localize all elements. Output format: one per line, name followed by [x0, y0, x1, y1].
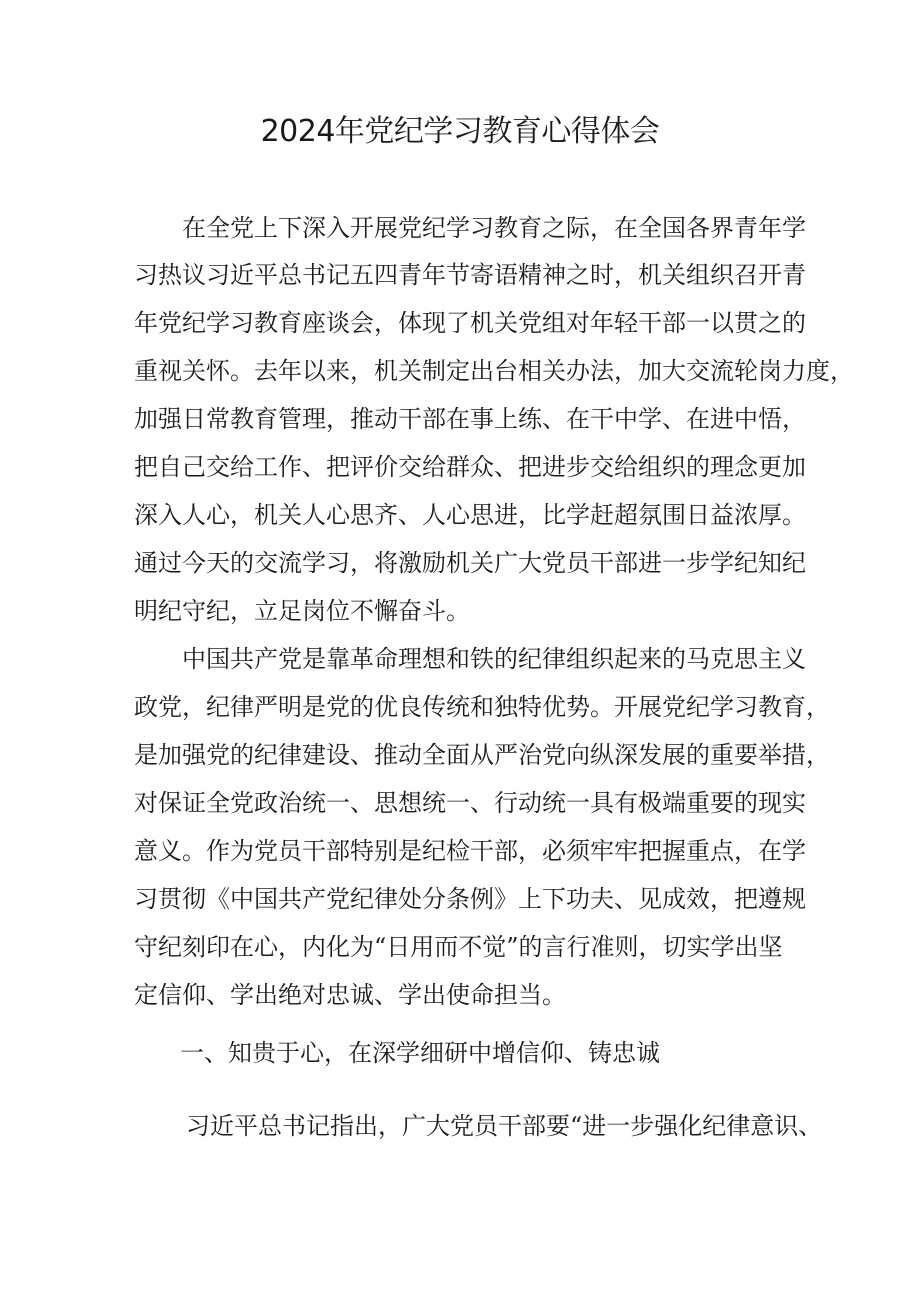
paragraph-2-line: 对保证全党政治统一、思想统一、行动统一具有极端重要的现实	[134, 789, 806, 817]
paragraph-1-line: 重视关怀。去年以来，机关制定出台相关办法，加大交流轮岗力度，	[134, 357, 854, 385]
paragraph-2-line: 政党，纪律严明是党的优良传统和独特优势。开展党纪学习教育，	[134, 693, 830, 721]
paragraph-2-line: 中国共产党是靠革命理想和铁的纪律组织起来的马克思主义	[182, 645, 806, 673]
paragraph-2-line: 习贯彻《中国共产党纪律处分条例》上下功夫、见成效，把遵规	[134, 885, 806, 913]
paragraph-3-line: 习近平总书记指出，广大党员干部要“进一步强化纪律意识、	[186, 1112, 823, 1140]
paragraph-1-line: 深入人心，机关人心思齐、人心思进，比学赶超氛围日益浓厚。	[134, 501, 806, 529]
paragraph-1-line: 把自己交给工作、把评价交给群众、把进步交给组织的理念更加	[134, 453, 806, 481]
paragraph-1-line: 加强日常教育管理，推动干部在事上练、在干中学、在进中悟，	[134, 405, 806, 433]
paragraph-2-line: 定信仰、学出绝对忠诚、学出使命担当。	[134, 981, 566, 1009]
section-heading: 一、知贵于心，在深学细研中增信仰、铸忠诚	[180, 1039, 660, 1067]
paragraph-1-line: 在全党上下深入开展党纪学习教育之际，在全国各界青年学	[182, 214, 806, 242]
paragraph-2-line: 是加强党的纪律建设、推动全面从严治党向纵深发展的重要举措，	[134, 741, 830, 769]
document-title: 2024年党纪学习教育心得体会	[260, 114, 660, 149]
paragraph-1-line: 通过今天的交流学习，将激励机关广大党员干部进一步学纪知纪	[134, 549, 806, 577]
paragraph-2-line: 守纪刻印在心，内化为“日用而不觉”的言行准则，切实学出坚	[134, 933, 783, 961]
paragraph-1-line: 习热议习近平总书记五四青年节寄语精神之时，机关组织召开青	[134, 261, 806, 289]
paragraph-2-line: 意义。作为党员干部特别是纪检干部，必须牢牢把握重点，在学	[134, 837, 806, 865]
paragraph-1-line: 年党纪学习教育座谈会，体现了机关党组对年轻干部一以贯之的	[134, 309, 806, 337]
paragraph-1-line: 明纪守纪，立足岗位不懈奋斗。	[134, 597, 470, 625]
